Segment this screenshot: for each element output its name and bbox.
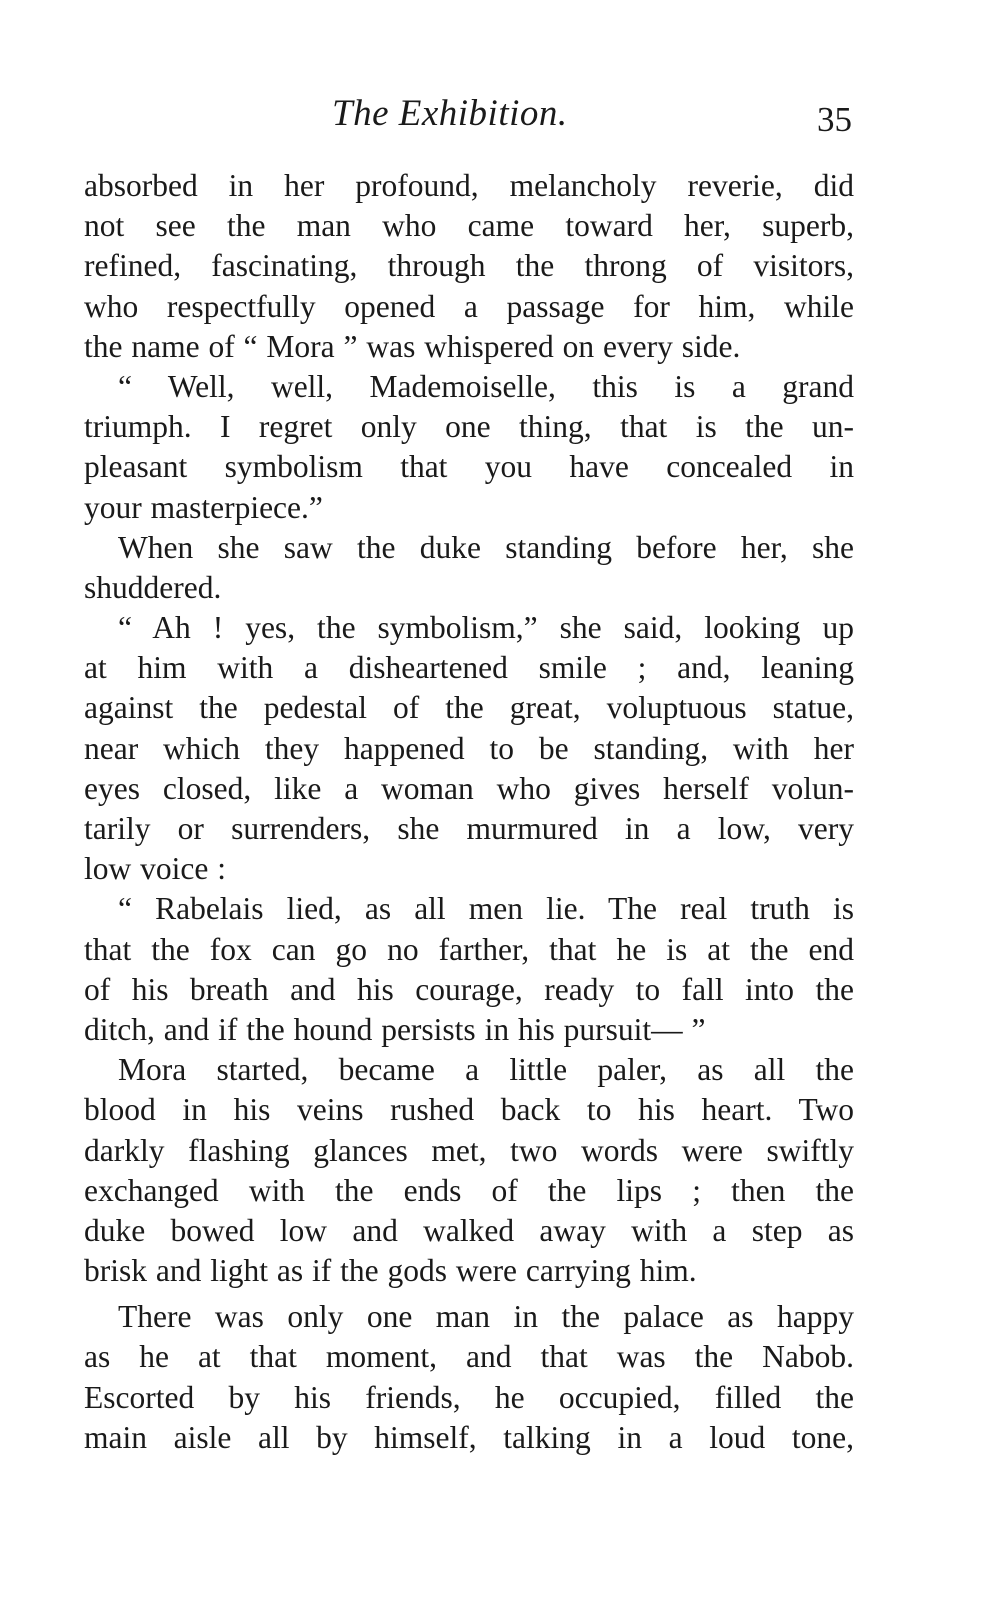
paragraph-first-line: “ Well, well, Mademoiselle, this is a grand (118, 368, 854, 404)
text-line: exchanged with the ends of the lips ; then the (84, 1172, 854, 1208)
text-line: that the fox can go no farther, that he is at the end (84, 931, 854, 967)
running-head (0, 92, 1000, 152)
text-line: tarily or surrenders, she murmured in a low, very (84, 811, 854, 846)
text-line: shuddered. (84, 569, 222, 605)
text-line: eyes closed, like a woman who gives herself volun- (84, 770, 854, 806)
text-line: blood in his veins rushed back to his heart. Two (84, 1092, 854, 1128)
text-line: the name of “ Mora ” was whispered on every side. (84, 328, 741, 364)
text-line: refined, fascinating, through the throng of visitors, (84, 248, 854, 284)
text-line: absorbed in her profound, melancholy reverie, did (84, 168, 854, 203)
text-line: your masterpiece.” (84, 489, 323, 525)
text-line: brisk and light as if the gods were carrying him. (84, 1253, 697, 1289)
text-line: near which they happened to be standing, with her (84, 730, 854, 766)
text-line: darkly flashing glances met, two words were swiftly (84, 1132, 854, 1168)
running-title: The Exhibition. (332, 93, 568, 134)
text-line: of his breath and his courage, ready to fall into the (84, 971, 854, 1007)
paragraph-first-line: “ Rabelais lied, as all men lie. The real truth is (118, 891, 854, 927)
text-line: as he at that moment, and that was the Nabob. (84, 1339, 854, 1375)
text-line: low voice : (84, 851, 226, 887)
text-line: main aisle all by himself, talking in a loud tone, (84, 1419, 854, 1455)
paragraph-first-line: Mora started, became a little paler, as all the (118, 1052, 854, 1088)
text-line: Escorted by his friends, he occupied, filled the (84, 1379, 854, 1415)
text-line: not see the man who came toward her, superb, (84, 208, 854, 244)
page-number: 35 (817, 100, 852, 139)
text-line: duke bowed low and walked away with a step as (84, 1212, 854, 1248)
text-line: who respectfully opened a passage for him, while (84, 288, 854, 324)
text-line: ditch, and if the hound persists in his pursuit— ” (84, 1011, 706, 1047)
text-line: pleasant symbolism that you have concealed in (84, 449, 854, 485)
text-line: at him with a disheartened smile ; and, leaning (84, 650, 854, 686)
text-line: triumph. I regret only one thing, that is the un- (84, 409, 854, 445)
paragraph-first-line: When she saw the duke standing before her, she (118, 529, 854, 565)
paragraph-first-line: There was only one man in the palace as happy (118, 1299, 854, 1335)
paragraph-first-line: “ Ah ! yes, the symbolism,” she said, looking up (118, 610, 854, 646)
body-text (84, 166, 854, 1458)
text-line: against the pedestal of the great, voluptuous statue, (84, 690, 854, 726)
